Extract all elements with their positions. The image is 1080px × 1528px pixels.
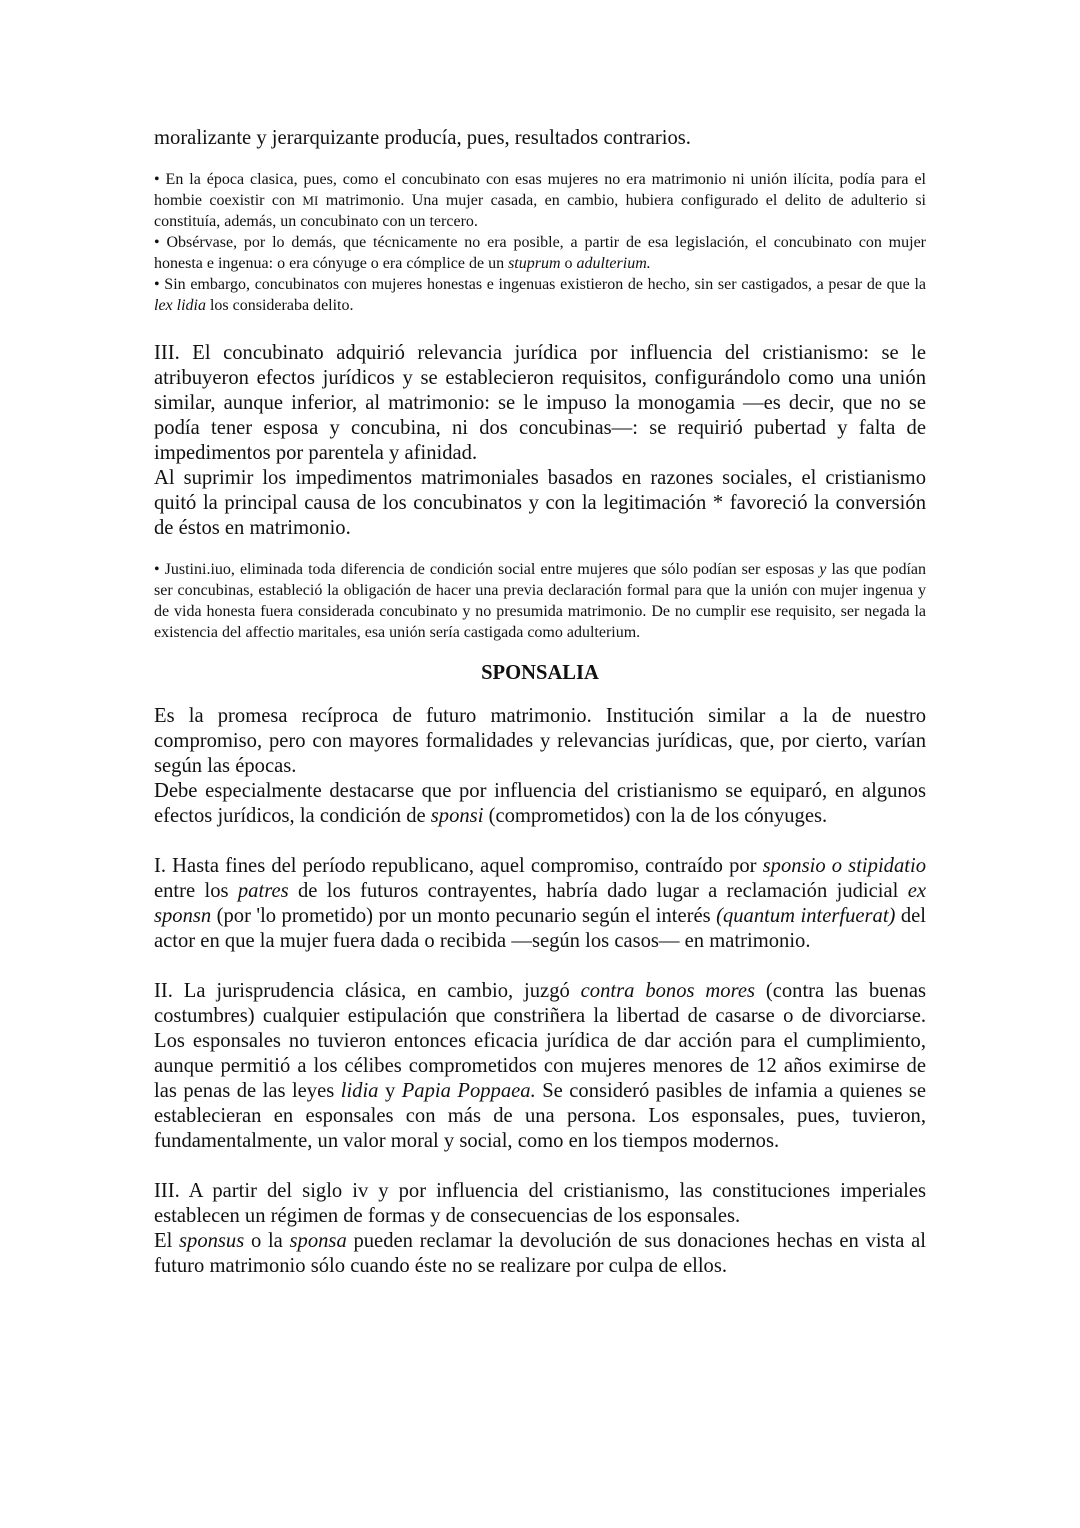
bullet-classical-period: • En la época clasica, pues, como el concubinato con esas mujeres no era matrimonio ni unión ilícita, podía para el hombie coexistir con MI matrimonio. Una mujer casada, en cambio, hubiera configurado el delito de adulterio si constituía, además, un concubinato con un tercero.: [154, 171, 926, 230]
paragraph-christian-influence: III. El concubinato adquirió relevancia jurídica por influencia del cristianismo: se le atribuyeron efectos jurídicos y se establecieron requisitos, configurándolo como una unión similar, aunque inferior, al matrimonio: se le impuso la monogamia —es decir, que no se podía tener esposa y concubina, ni dos concubinas—: se requirió pubertad y falta de impedimentos por parentela y afinidad.: [154, 342, 926, 464]
bullet-legislation: • Obsérvase, por lo demás, que técnicamente no era posible, a partir de esa legislación, el concubinato con mujer honesta e ingenua: o era cónyuge o era cómplice de un stuprum o adulterium.: [154, 234, 926, 272]
paragraph-definition: Es la promesa recíproca de futuro matrimonio. Institución similar a la de nuestro compromiso, pero con mayores formalidades y relevancias jurídicas, que, por cierto, varían según las épocas.: [154, 705, 926, 777]
footnote-justinian: • Justini.iuo, eliminada toda diferencia de condición social entre mujeres que sólo podían ser esposas y las que podían ser concubinas, estableció la obligación de hacer una previa declaración formal para que la unión con mujer ingenua y de vida honesta fuera considerada concubinato y no presumida matrimonio. De no cumplir ese requisito, ser negada la existencia del affectio maritales, esa unión sería castigada como adulterium.: [154, 561, 927, 641]
intro-paragraph: moralizante y jerarquizante producía, pues, resultados contrarios.: [154, 127, 691, 149]
footnote-block-classical: [154, 169, 926, 316]
paragraph-republican-period: I. Hasta fines del período republicano, aquel compromiso, contraído por sponsio o stipidatio entre los patres de los futuros contrayentes, habría dado lugar a reclamación judicial ex sponsn (por 'lo prometido) por un monto pecunario según el interés (quantum interfuerat) del actor en que la mujer fuera dada o recibida —según los casos— en matrimonio.: [154, 855, 927, 952]
document-page: [154, 126, 926, 1279]
paragraph-legitimation: Al suprimir los impedimentos matrimoniales basados en razones sociales, el cristianismo quitó la principal causa de los concubinatos y con la legitimación * favoreció la conversión de éstos en matrimonio.: [154, 467, 926, 539]
paragraph-fourth-century: III. A partir del siglo iv y por influencia del cristianismo, las constituciones imperiales establecen un régimen de formas y de consecuencias de los esponsales.: [154, 1180, 926, 1227]
section-heading-sponsalia: SPONSALIA: [481, 662, 599, 684]
paragraph-donations: El sponsus o la sponsa pueden reclamar la devolución de sus donaciones hechas en vista al futuro matrimonio sólo cuando éste no se realizare por culpa de ellos.: [154, 1230, 926, 1277]
paragraph-classical-jurisprudence: II. La jurisprudencia clásica, en cambio, juzgó contra bonos mores (contra las buenas costumbres) cualquier estipulación que constriñera la libertad de casarse o de divorciarse. Los esponsales no tuvieron entonces eficacia jurídica de dar acción para el cumplimiento, aunque permitió a los célibes comprometidos con mujeres menores de 12 años eximirse de las penas de las leyes lidia y Papia Poppaea. Se consideró pasibles de infamia a quienes se establecieran en esponsales con más de una persona. Los esponsales, pues, tuvieron, fundamentalmente, un valor moral y social, como en los tiempos modernos.: [154, 980, 926, 1152]
paragraph-sponsi: Debe especialmente destacarse que por influencia del cristianismo se equiparó, en algunos efectos jurídicos, la condición de sponsi (comprometidos) con la de los cónyuges.: [154, 780, 926, 827]
bullet-honest-women: • Sin embargo, concubinatos con mujeres honestas e ingenuas existieron de hecho, sin ser castigados, a pesar de que la lex lidia los consideraba delito.: [154, 276, 926, 314]
